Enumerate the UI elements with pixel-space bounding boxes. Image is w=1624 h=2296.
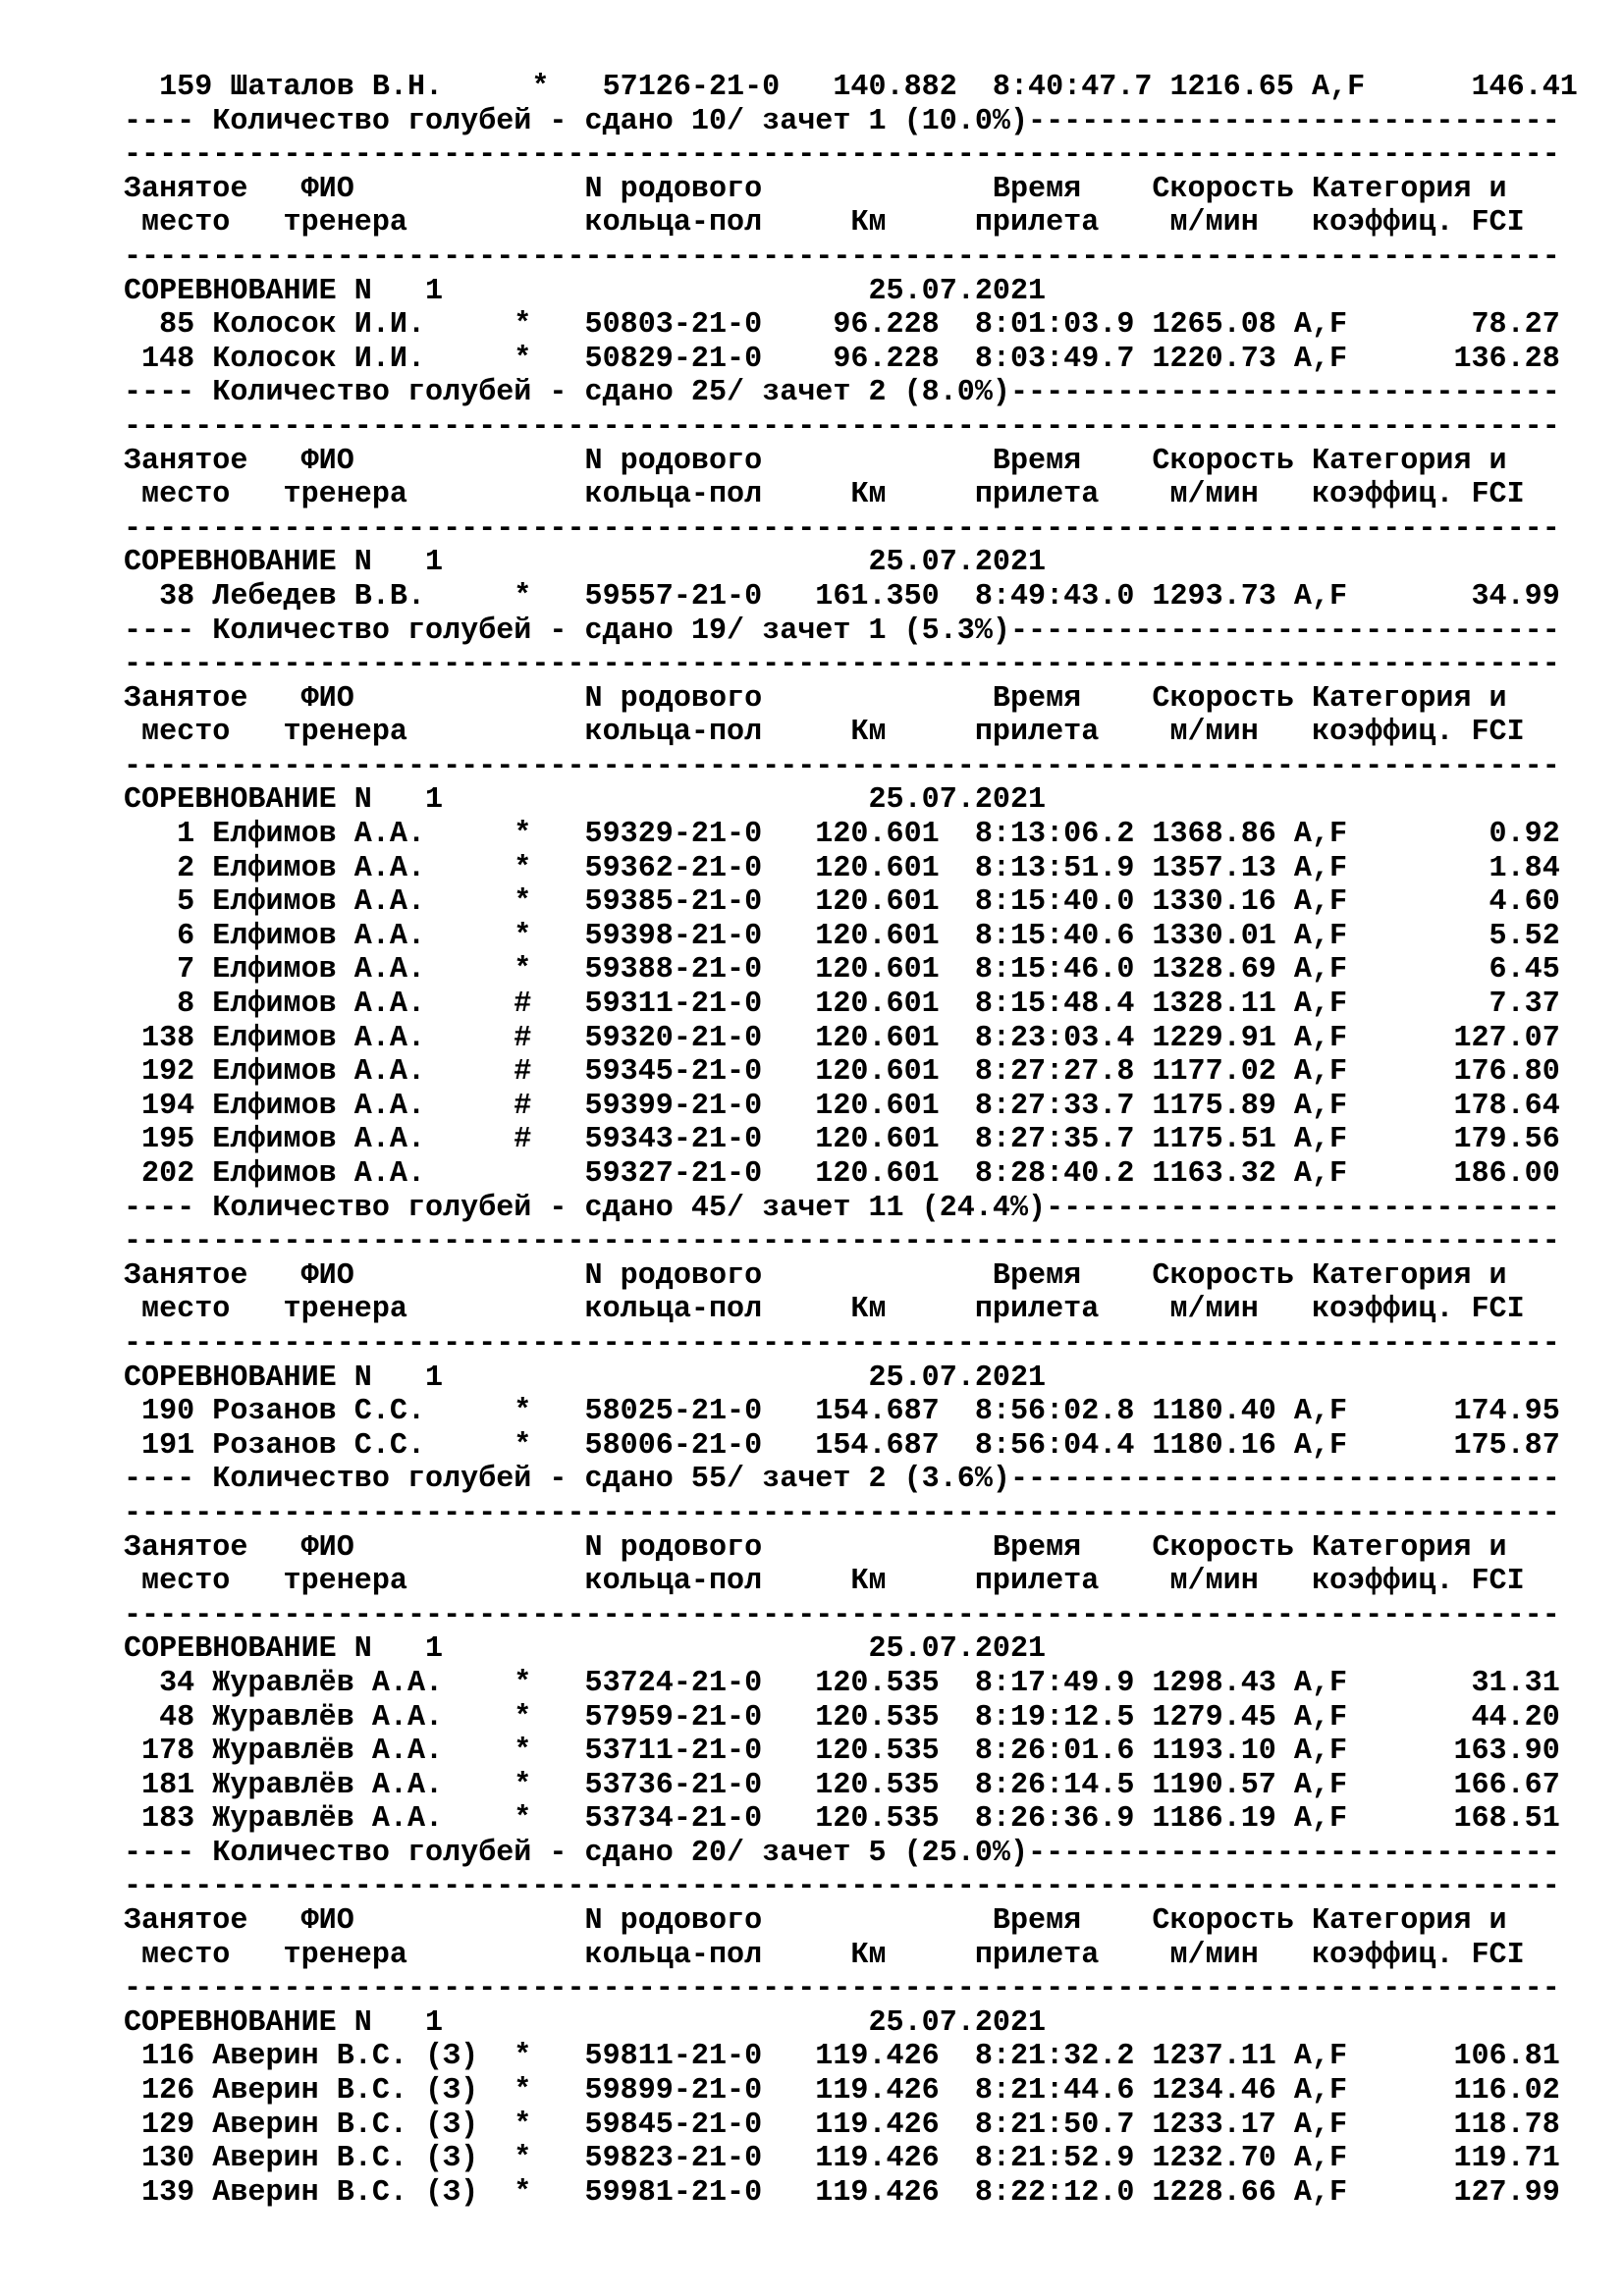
column-header-line2: место тренера кольца-пол Км прилета м/мин коэффиц. FCI: [124, 1938, 1525, 1972]
separator-rule: ---------------------------------------------------------------------------------: [124, 1225, 1560, 1259]
separator-rule: ---------------------------------------------------------------------------------: [124, 1598, 1560, 1632]
summary-line: ---- Количество голубей - сдано 20/ зачет 5 (25.0%)------------------------------: [124, 1836, 1560, 1870]
result-row: 195 Елфимов А.А. # 59343-21-0 120.601 8:27:35.7 1175.51 A,F 179.56: [124, 1123, 1560, 1157]
result-row: 1 Елфимов А.А. * 59329-21-0 120.601 8:13:06.2 1368.86 A,F 0.92: [124, 818, 1560, 852]
summary-line: ---- Количество голубей - сдано 19/ зачет 1 (5.3%)-------------------------------: [124, 614, 1560, 648]
column-header-line2: место тренера кольца-пол Км прилета м/мин коэффиц. FCI: [124, 1293, 1525, 1327]
result-row: 202 Елфимов А.А. 59327-21-0 120.601 8:28:40.2 1163.32 A,F 186.00: [124, 1157, 1560, 1191]
separator-rule: ---------------------------------------------------------------------------------: [124, 648, 1560, 682]
separator-rule: ---------------------------------------------------------------------------------: [124, 1972, 1560, 2006]
column-header-line1: Занятое ФИО N родового Время Скорость Категория и: [124, 444, 1507, 478]
column-header-line1: Занятое ФИО N родового Время Скорость Категория и: [124, 1258, 1507, 1293]
competition-header: СОРЕВНОВАНИЕ N 1 25.07.2021: [124, 1361, 1047, 1395]
column-header-line2: место тренера кольца-пол Км прилета м/мин коэффиц. FCI: [124, 1565, 1525, 1599]
result-row: 126 Аверин В.С. (З) * 59899-21-0 119.426 8:21:44.6 1234.46 A,F 116.02: [124, 2074, 1560, 2109]
competition-header: СОРЕВНОВАНИЕ N 1 25.07.2021: [124, 546, 1047, 580]
summary-line: ---- Количество голубей - сдано 25/ зачет 2 (8.0%)-------------------------------: [124, 376, 1560, 410]
result-row: 159 Шаталов В.Н. * 57126-21-0 140.882 8:40:47.7 1216.65 A,F 146.41: [124, 71, 1578, 104]
results-document: [124, 71, 1597, 2210]
result-row: 6 Елфимов А.А. * 59398-21-0 120.601 8:15:40.6 1330.01 A,F 5.52: [124, 919, 1560, 953]
column-header-line2: место тренера кольца-пол Км прилета м/мин коэффиц. FCI: [124, 716, 1525, 750]
column-header-line1: Занятое ФИО N родового Время Скорость Категория и: [124, 1904, 1507, 1939]
result-row: 148 Колосок И.И. * 50829-21-0 96.228 8:03:49.7 1220.73 A,F 136.28: [124, 342, 1560, 376]
summary-line: ---- Количество голубей - сдано 45/ зачет 11 (24.4%)-----------------------------: [124, 1191, 1560, 1225]
result-row: 116 Аверин В.С. (З) * 59811-21-0 119.426 8:21:32.2 1237.11 A,F 106.81: [124, 2040, 1560, 2074]
separator-rule: ---------------------------------------------------------------------------------: [124, 1326, 1560, 1361]
result-row: 191 Розанов С.С. * 58006-21-0 154.687 8:56:04.4 1180.16 A,F 175.87: [124, 1428, 1560, 1463]
result-row: 34 Журавлёв А.А. * 53724-21-0 120.535 8:17:49.9 1298.43 A,F 31.31: [124, 1666, 1560, 1700]
competition-header: СОРЕВНОВАНИЕ N 1 25.07.2021: [124, 2005, 1047, 2040]
separator-rule: ---------------------------------------------------------------------------------: [124, 1496, 1560, 1530]
result-row: 138 Елфимов А.А. # 59320-21-0 120.601 8:23:03.4 1229.91 A,F 127.07: [124, 1021, 1560, 1055]
competition-header: СОРЕВНОВАНИЕ N 1 25.07.2021: [124, 274, 1047, 308]
separator-rule: ---------------------------------------------------------------------------------: [124, 511, 1560, 546]
separator-rule: ---------------------------------------------------------------------------------: [124, 409, 1560, 444]
result-row: 7 Елфимов А.А. * 59388-21-0 120.601 8:15:46.0 1328.69 A,F 6.45: [124, 953, 1560, 988]
result-row: 5 Елфимов А.А. * 59385-21-0 120.601 8:15:40.0 1330.16 A,F 4.60: [124, 885, 1560, 920]
column-header-line1: Занятое ФИО N родового Время Скорость Категория и: [124, 172, 1507, 206]
result-row: 8 Елфимов А.А. # 59311-21-0 120.601 8:15:48.4 1328.11 A,F 7.37: [124, 988, 1560, 1022]
result-row: 38 Лебедев В.В. * 59557-21-0 161.350 8:49:43.0 1293.73 A,F 34.99: [124, 579, 1560, 614]
summary-line: ---- Количество голубей - сдано 55/ зачет 2 (3.6%)-------------------------------: [124, 1463, 1560, 1497]
column-header-line2: место тренера кольца-пол Км прилета м/мин коэффиц. FCI: [124, 478, 1525, 512]
column-header-line1: Занятое ФИО N родового Время Скорость Категория и: [124, 1530, 1507, 1565]
result-row: 85 Колосок И.И. * 50803-21-0 96.228 8:01:03.9 1265.08 A,F 78.27: [124, 308, 1560, 343]
separator-rule: ---------------------------------------------------------------------------------: [124, 1870, 1560, 1904]
result-row: 139 Аверин В.С. (З) * 59981-21-0 119.426 8:22:12.0 1228.66 A,F 127.99: [124, 2175, 1560, 2210]
separator-rule: ---------------------------------------------------------------------------------: [124, 240, 1560, 274]
result-row: 181 Журавлёв А.А. * 53736-21-0 120.535 8:26:14.5 1190.57 A,F 166.67: [124, 1768, 1560, 1802]
result-row: 178 Журавлёв А.А. * 53711-21-0 120.535 8:26:01.6 1193.10 A,F 163.90: [124, 1735, 1560, 1769]
result-row: 194 Елфимов А.А. # 59399-21-0 120.601 8:27:33.7 1175.89 A,F 178.64: [124, 1089, 1560, 1123]
result-row: 183 Журавлёв А.А. * 53734-21-0 120.535 8:26:36.9 1186.19 A,F 168.51: [124, 1802, 1560, 1837]
result-row: 129 Аверин В.С. (З) * 59845-21-0 119.426 8:21:50.7 1233.17 A,F 118.78: [124, 2108, 1560, 2142]
result-row: 192 Елфимов А.А. # 59345-21-0 120.601 8:27:27.8 1177.02 A,F 176.80: [124, 1055, 1560, 1090]
result-row: 130 Аверин В.С. (З) * 59823-21-0 119.426 8:21:52.9 1232.70 A,F 119.71: [124, 2142, 1560, 2176]
competition-header: СОРЕВНОВАНИЕ N 1 25.07.2021: [124, 1632, 1047, 1667]
result-row: 48 Журавлёв А.А. * 57959-21-0 120.535 8:19:12.5 1279.45 A,F 44.20: [124, 1700, 1560, 1735]
separator-rule: ---------------------------------------------------------------------------------: [124, 138, 1560, 173]
column-header-line1: Занятое ФИО N родового Время Скорость Категория и: [124, 681, 1507, 716]
result-row: 190 Розанов С.С. * 58025-21-0 154.687 8:56:02.8 1180.40 A,F 174.95: [124, 1395, 1560, 1429]
competition-header: СОРЕВНОВАНИЕ N 1 25.07.2021: [124, 783, 1047, 818]
summary-line: ---- Количество голубей - сдано 10/ зачет 1 (10.0%)------------------------------: [124, 104, 1560, 138]
column-header-line2: место тренера кольца-пол Км прилета м/мин коэффиц. FCI: [124, 206, 1525, 240]
result-row: 2 Елфимов А.А. * 59362-21-0 120.601 8:13:51.9 1357.13 A,F 1.84: [124, 851, 1560, 885]
separator-rule: ---------------------------------------------------------------------------------: [124, 749, 1560, 783]
